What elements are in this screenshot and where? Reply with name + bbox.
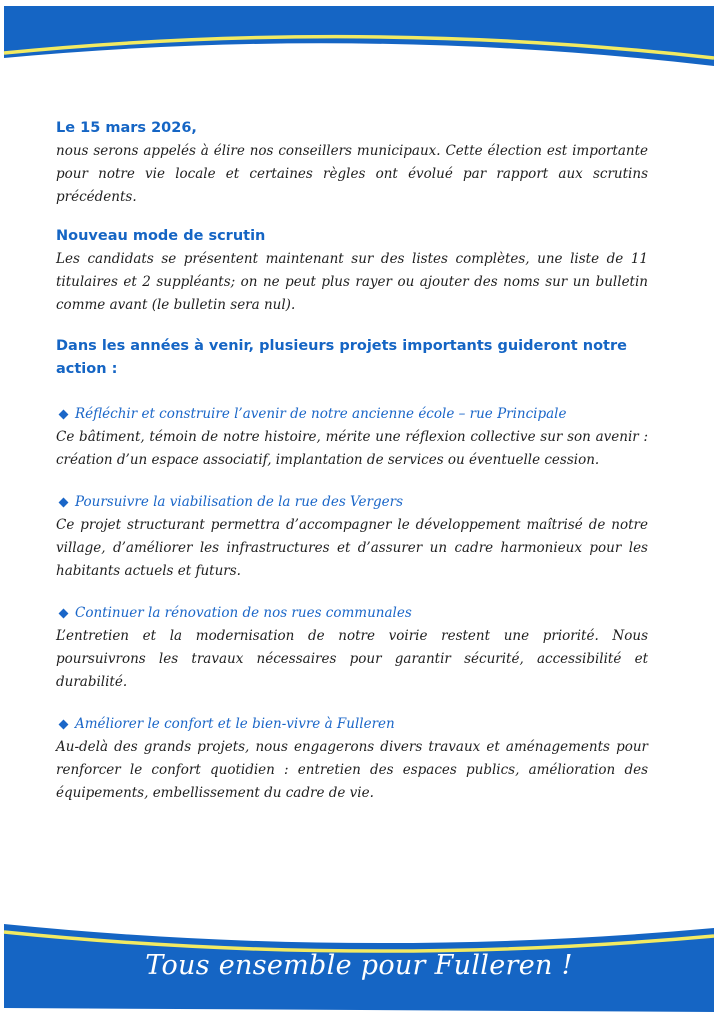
project-title-row <box>58 491 648 514</box>
project-item <box>56 491 648 583</box>
project-item <box>56 713 648 805</box>
election-date-heading: Le 15 mars 2026, <box>56 120 197 136</box>
project-title: Continuer la rénovation de nos rues communales <box>75 605 412 621</box>
leaflet-content <box>56 117 648 824</box>
project-title: Poursuivre la viabilisation de la rue des Vergers <box>75 494 404 510</box>
diamond-bullet-icon <box>59 410 69 420</box>
project-title-row <box>58 713 648 736</box>
project-description: L’entretien et la modernisation de notre voirie restent une priorité. Nous poursuivrons les travaux nécessaires pour garantir sécurité, accessibilité et durabilité. <box>56 628 648 690</box>
top-banner <box>0 0 718 80</box>
intro-paragraph: nous serons appelés à élire nos conseillers municipaux. Cette élection est importante pour notre vie locale et certaines règles ont évolué par rapport aux scrutins précédents. <box>56 143 648 205</box>
diamond-bullet-icon <box>59 720 69 730</box>
diamond-bullet-icon <box>59 609 69 619</box>
voting-mode-paragraph: Les candidats se présentent maintenant sur des listes complètes, une liste de 11 titulaires et 2 suppléants; on ne peut plus rayer ou ajouter des noms sur un bulletin comme avant (le bulletin sera nul). <box>56 251 648 313</box>
projects-heading: Dans les années à venir, plusieurs projets importants guideront notre action : <box>56 338 627 377</box>
diamond-bullet-icon <box>59 498 69 508</box>
projects-list <box>56 403 648 805</box>
project-item <box>56 602 648 694</box>
project-title-row <box>58 602 648 625</box>
projects-section <box>56 335 648 805</box>
project-title-row <box>58 403 648 426</box>
voting-mode-heading: Nouveau mode de scrutin <box>56 228 266 244</box>
project-description: Au-delà des grands projets, nous engagerons divers travaux et aménagements pour renforcer le confort quotidien : entretien des espaces publics, amélioration des équipements, embellissement du cadre de vie. <box>56 739 648 801</box>
project-title: Améliorer le confort et le bien-vivre à Fulleren <box>75 716 395 732</box>
project-description: Ce projet structurant permettra d’accompagner le développement maîtrisé de notre village, d’améliorer les infrastructures et d’assurer un cadre harmonieux pour les habitants actuels et futurs. <box>56 517 648 579</box>
intro-section <box>56 117 648 209</box>
project-item <box>56 403 648 472</box>
footer-slogan: Tous ensemble pour Fulleren ! <box>145 950 573 981</box>
top-wave-decoration <box>0 0 718 80</box>
project-title: Réfléchir et construire l’avenir de notre ancienne école – rue Principale <box>75 406 567 422</box>
voting-mode-section <box>56 225 648 317</box>
project-description: Ce bâtiment, témoin de notre histoire, mérite une réflexion collective sur son avenir : création d’un espace associatif, implantation de services ou éventuelle cession. <box>56 429 648 468</box>
